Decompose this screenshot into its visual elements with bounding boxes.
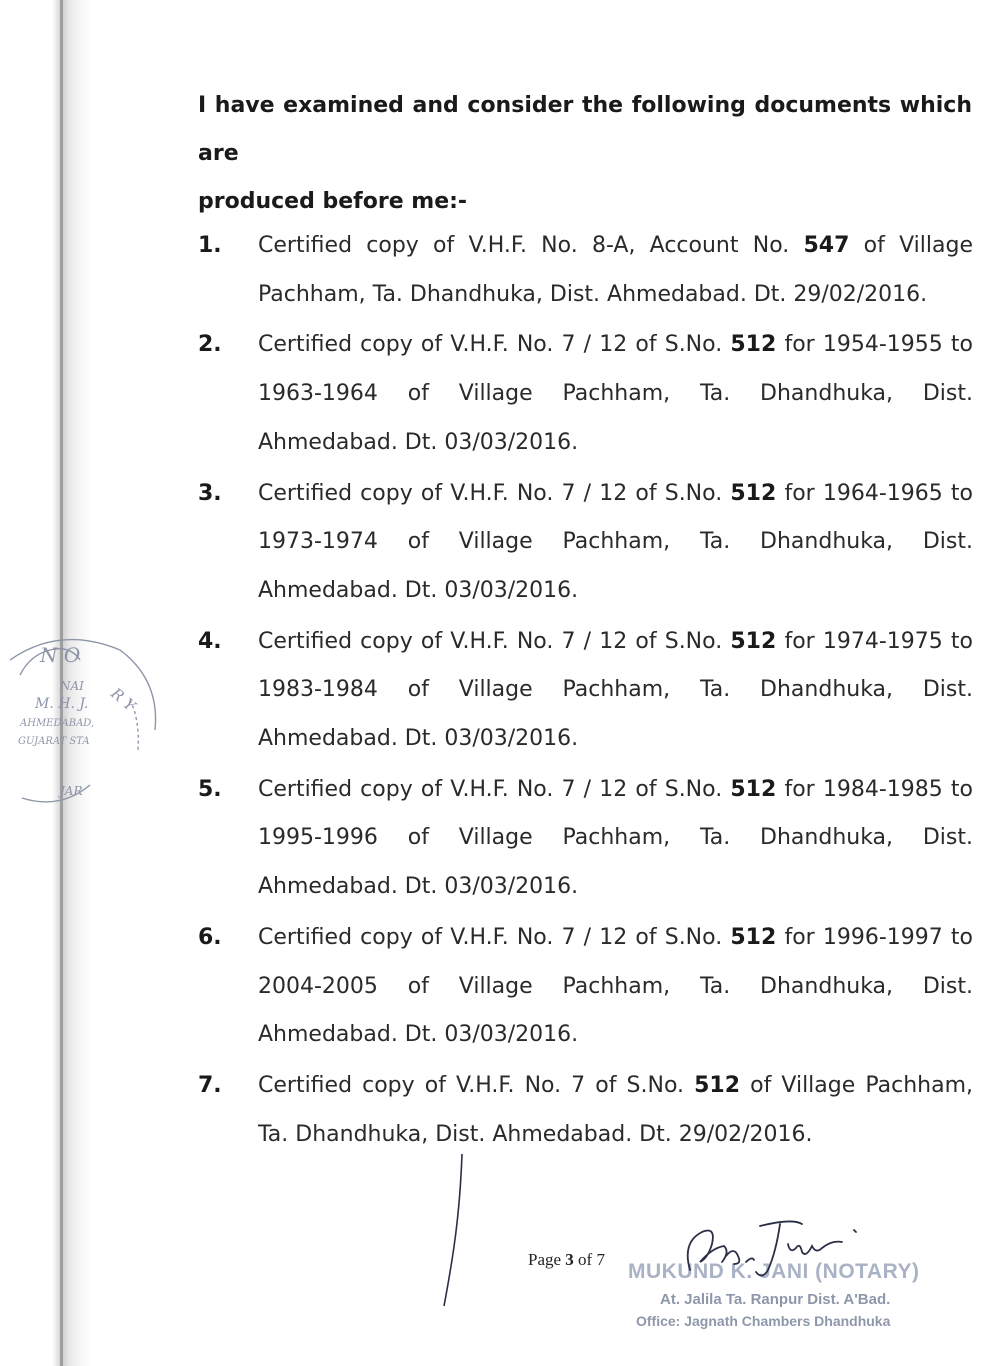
svg-text:GUJARAT STA: GUJARAT STA (18, 736, 90, 747)
item-number: 7. (198, 1072, 222, 1098)
item-text: Certified copy of V.H.F. No. 7 / 12 of S.No. 512 for 1964-1965 to 1973-1974 of Village Pachham, Ta. Dhandhuka, Dist. Ahmedabad. Dt. 03/03/2016. (258, 480, 973, 603)
item-text: Certified copy of V.H.F. No. 7 / 12 of S.No. 512 for 1984-1985 to 1995-1996 of Village Pachham, Ta. Dhandhuka, Dist. Ahmedabad. Dt. 03/03/2016. (258, 776, 973, 900)
item-number: 6. (198, 924, 222, 950)
item-text: Certified copy of V.H.F. No. 7 / 12 of S.No. 512 for 1974-1975 to 1983-1984 of Village Pachham, Ta. Dhandhuka, Dist. Ahmedabad. Dt. 03/03/2016. (258, 628, 973, 752)
item-number: 5. (198, 776, 222, 802)
svg-text:R Y: R Y (107, 684, 139, 715)
intro-line-2: produced before me:- (198, 189, 468, 214)
survey-number: 512 (730, 480, 777, 506)
document-list-item (198, 321, 973, 467)
notary-name-stamp: MUKUND K. JANI (NOTARY) (628, 1260, 920, 1283)
handwritten-signature (672, 1212, 862, 1282)
item-text: Certified copy of V.H.F. No. 7 / 12 of S.No. 512 for 1954-1955 to 1963-1964 of Village Pachham, Ta. Dhandhuka, Dist. Ahmedabad. Dt. 03/03/2016. (258, 332, 973, 455)
intro-line-1: I have examined and consider the following documents which are (198, 93, 972, 166)
item-text: Certified copy of V.H.F. No. 7 of S.No. 512 of Village Pachham, Ta. Dhandhuka, Dist. Ahmedabad. Dt. 29/02/2016. (258, 1072, 974, 1147)
pen-stroke (440, 1150, 470, 1310)
item-number: 3. (198, 480, 222, 506)
notary-office-stamp: Office: Jagnath Chambers Dhandhuka (636, 1313, 891, 1329)
intro-paragraph (198, 82, 972, 226)
document-list-item (198, 914, 973, 1060)
item-number: 4. (198, 628, 222, 654)
document-list-item (198, 222, 973, 319)
notary-seal-stamp (0, 620, 170, 820)
notary-address-stamp: At. Jalila Ta. Ranpur Dist. A'Bad. (660, 1291, 891, 1308)
survey-number: 547 (803, 233, 850, 258)
svg-text:N O: N O (40, 643, 81, 667)
document-list-item (198, 766, 973, 912)
survey-number: 512 (730, 628, 777, 654)
document-list-item (198, 470, 973, 616)
svg-text:NAI: NAI (60, 679, 84, 693)
item-text: Certified copy of V.H.F. No. 7 / 12 of S.No. 512 for 1996-1997 to 2004-2005 of Village Pachham, Ta. Dhandhuka, Dist. Ahmedabad. Dt. 03/03/2016. (258, 924, 973, 1048)
page-number: Page 3 of 7 (528, 1250, 605, 1269)
survey-number: 512 (730, 332, 777, 358)
survey-number: 512 (730, 776, 777, 802)
item-text: Certified copy of V.H.F. No. 8-A, Account No. 547 of Village Pachham, Ta. Dhandhuka, Dist. Ahmedabad. Dt. 29/02/2016. (258, 233, 973, 307)
survey-number: 512 (694, 1072, 741, 1098)
document-list (198, 222, 973, 1161)
item-number: 1. (198, 233, 222, 258)
item-number: 2. (198, 332, 222, 358)
survey-number: 512 (730, 924, 777, 950)
document-list-item (198, 618, 973, 764)
document-list-item (198, 1062, 973, 1159)
svg-text:AHMEDABAD,: AHMEDABAD, (20, 718, 95, 729)
svg-text:M. H. J.: M. H. J. (35, 696, 89, 712)
svg-text:JAR: JAR (60, 784, 83, 798)
